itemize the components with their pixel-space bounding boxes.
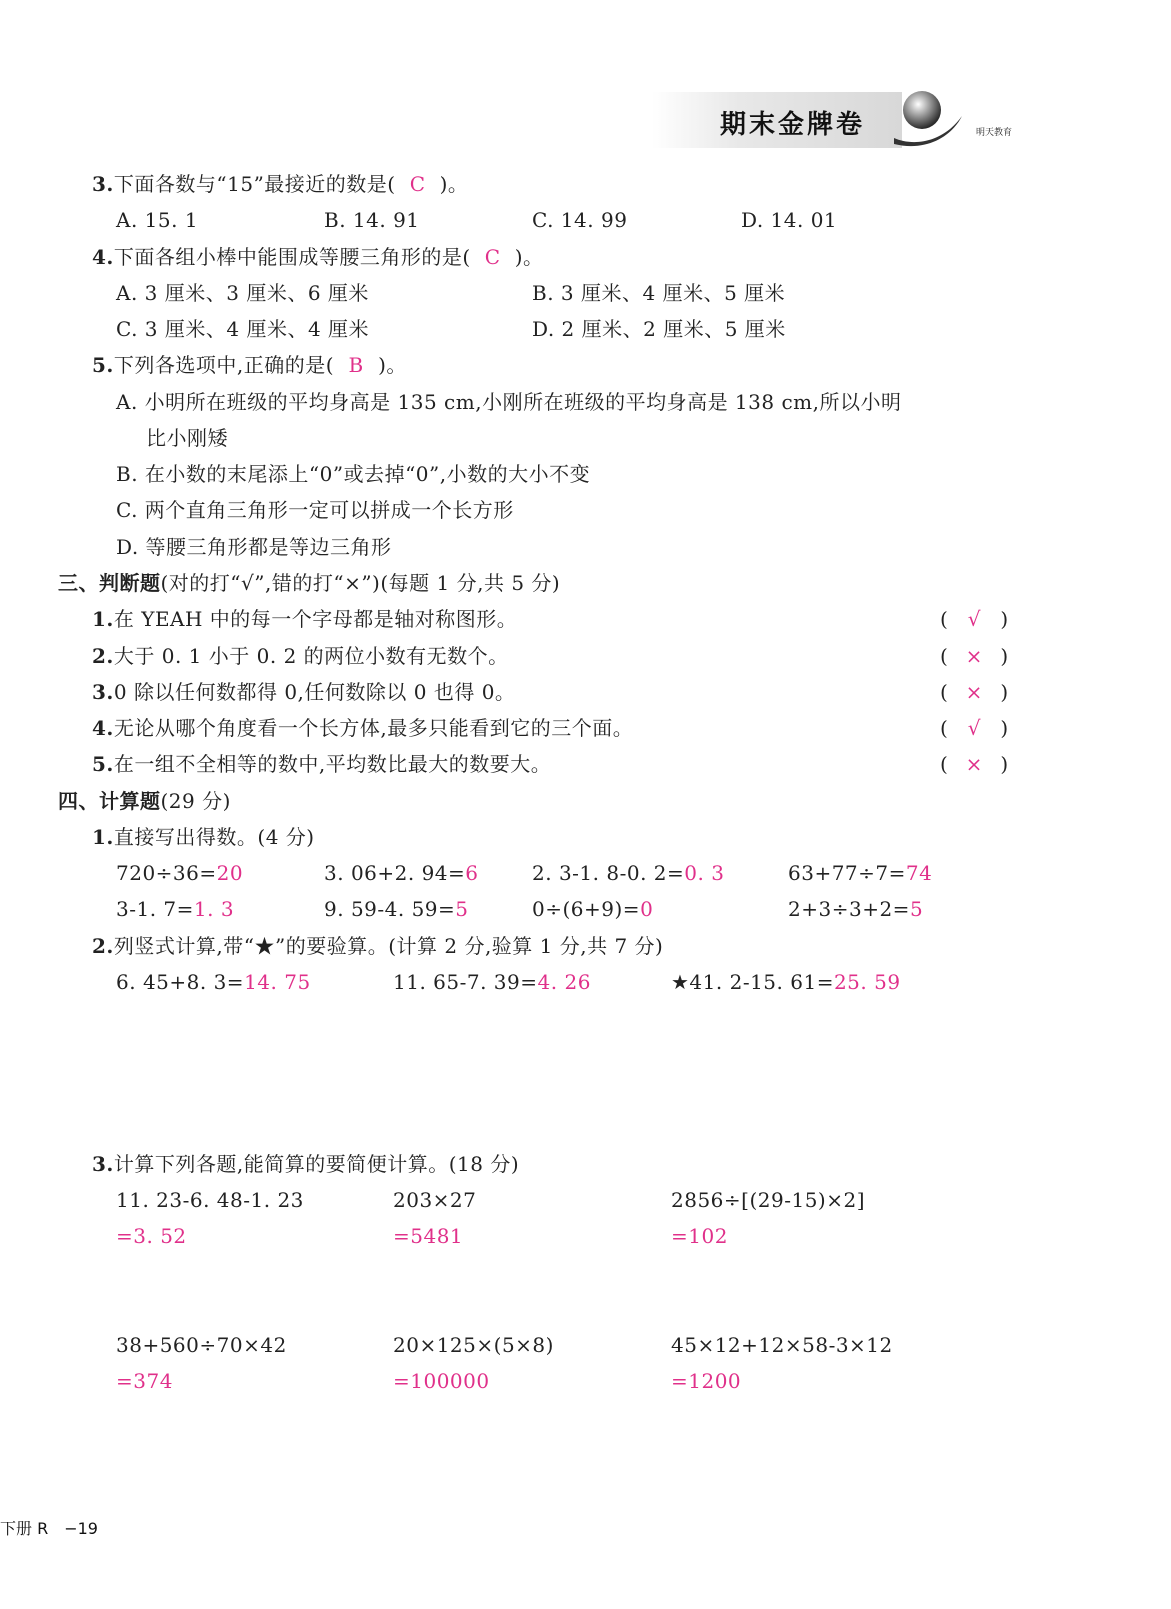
paren-open: ( — [940, 607, 949, 631]
answer: 1. 3 — [193, 897, 235, 921]
question-number: 4. — [92, 716, 114, 740]
section-title: 四、计算题 — [58, 789, 161, 813]
section-note: (对的打“√”,错的打“×”)(每题 1 分,共 5 分) — [160, 571, 561, 595]
expression: 2856÷[(29-15)×2] — [671, 1188, 866, 1212]
calc-question-1 — [92, 825, 315, 849]
expression: 3. 06+2. 94= — [324, 861, 466, 885]
expression: 720÷36= — [116, 861, 217, 885]
judge-answer-2 — [940, 644, 1009, 668]
option: D. 14. 01 — [741, 208, 838, 232]
option: A. 15. 1 — [116, 208, 199, 232]
answer: 74 — [905, 861, 933, 885]
oral-calc-item — [788, 897, 923, 921]
calc-question-3 — [92, 1152, 519, 1176]
judge-item-4 — [92, 716, 633, 740]
question-number: 2. — [92, 934, 114, 958]
question-text: 在 YEAH 中的每一个字母都是轴对称图形。 — [113, 607, 518, 631]
question-number: 2. — [92, 644, 114, 668]
question-stem: 下列各选项中,正确的是( — [113, 353, 335, 377]
publisher-mark: 明天教育 — [976, 128, 1013, 138]
expression: 9. 59-4. 59= — [324, 897, 456, 921]
paren-close: ) — [1000, 680, 1009, 704]
page-footer: 下册 R −19 — [0, 1519, 98, 1538]
answer-mark: C — [409, 172, 426, 196]
section-heading-calc — [58, 789, 231, 813]
oral-calc-item — [532, 897, 653, 921]
oral-calc-item — [324, 897, 469, 921]
answer-mark: × — [965, 644, 983, 668]
question-number: 5. — [92, 353, 114, 377]
answer-mark: C — [484, 245, 501, 269]
expression: 2+3÷3+2= — [788, 897, 910, 921]
section-heading-judge — [58, 571, 560, 595]
header-badge — [652, 82, 1012, 162]
option: A. 小明所在班级的平均身高是 135 cm,小刚所在班级的平均身高是 138 cm,所以小明 — [116, 390, 902, 414]
vertical-calc-item — [393, 970, 591, 994]
answer-mark: B — [348, 353, 364, 377]
vertical-calc-item — [116, 970, 311, 994]
option: C. 3 厘米、4 厘米、4 厘米 — [116, 317, 370, 341]
expression: 0÷(6+9)= — [532, 897, 641, 921]
expression: ★41. 2-15. 61= — [671, 970, 834, 994]
option: C. 两个直角三角形一定可以拼成一个长方形 — [116, 498, 514, 522]
answer-mark: √ — [967, 716, 981, 740]
option: C. 14. 99 — [532, 208, 628, 232]
mc-question-5 — [92, 353, 407, 377]
page-title: 期末金牌卷 — [720, 110, 866, 140]
question-stem: 下面各组小棒中能围成等腰三角形的是( — [113, 245, 471, 269]
question-number: 3. — [92, 172, 114, 196]
oral-calc-item — [116, 861, 243, 885]
question-number: 1. — [92, 825, 114, 849]
expression: 20×125×(5×8) — [393, 1333, 554, 1357]
paren-close: ) — [1000, 607, 1009, 631]
expression: 6. 45+8. 3= — [116, 970, 245, 994]
question-text: 在一组不全相等的数中,平均数比最大的数要大。 — [113, 752, 552, 776]
question-text: 无论从哪个角度看一个长方体,最多只能看到它的三个面。 — [113, 716, 634, 740]
answer: =1200 — [671, 1369, 742, 1393]
option: B. 3 厘米、4 厘米、5 厘米 — [532, 281, 786, 305]
answer: 5 — [455, 897, 469, 921]
expression: 11. 23-6. 48-1. 23 — [116, 1188, 304, 1212]
question-number: 3. — [92, 1152, 114, 1176]
answer: 20 — [216, 861, 244, 885]
paren-open: ( — [940, 752, 949, 776]
expression: 11. 65-7. 39= — [393, 970, 538, 994]
judge-answer-3 — [940, 680, 1009, 704]
answer-mark: × — [965, 680, 983, 704]
answer: 25. 59 — [833, 970, 901, 994]
paren-open: ( — [940, 644, 949, 668]
expression: 45×12+12×58-3×12 — [671, 1333, 893, 1357]
judge-answer-5 — [940, 752, 1009, 776]
option: D. 2 厘米、2 厘米、5 厘米 — [532, 317, 786, 341]
question-number: 5. — [92, 752, 114, 776]
question-number: 3. — [92, 680, 114, 704]
question-text: 0 除以任何数都得 0,任何数除以 0 也得 0。 — [113, 680, 516, 704]
mc-question-3 — [92, 172, 468, 196]
answer: 6 — [465, 861, 479, 885]
question-stem-end: )。 — [439, 172, 469, 196]
oral-calc-item — [788, 861, 932, 885]
judge-answer-4 — [940, 716, 1009, 740]
paren-open: ( — [940, 716, 949, 740]
question-text: 大于 0. 1 小于 0. 2 的两位小数有无数个。 — [113, 644, 509, 668]
vertical-calc-item — [671, 970, 901, 994]
oral-calc-item — [532, 861, 724, 885]
option: B. 在小数的末尾添上“0”或去掉“0”,小数的大小不变 — [116, 462, 591, 486]
answer: 4. 26 — [537, 970, 591, 994]
expression: 38+560÷70×42 — [116, 1333, 287, 1357]
answer: =5481 — [393, 1224, 464, 1248]
question-stem-end: )。 — [378, 353, 407, 377]
answer-mark: √ — [967, 607, 981, 631]
expression: 63+77÷7= — [788, 861, 906, 885]
expression: 203×27 — [393, 1188, 477, 1212]
expression: 2. 3-1. 8-0. 2= — [532, 861, 685, 885]
section-title: 三、判断题 — [58, 571, 161, 595]
answer: =100000 — [393, 1369, 490, 1393]
answer-mark: × — [965, 752, 983, 776]
answer: 0. 3 — [684, 861, 725, 885]
question-number: 4. — [92, 245, 114, 269]
calc-question-2 — [92, 934, 663, 958]
question-title: 列竖式计算,带“★”的要验算。(计算 2 分,验算 1 分,共 7 分) — [113, 934, 664, 958]
question-title: 直接写出得数。(4 分) — [113, 825, 315, 849]
mc-question-4 — [92, 245, 544, 269]
paren-open: ( — [940, 680, 949, 704]
judge-item-1 — [92, 607, 517, 631]
question-title: 计算下列各题,能简算的要简便计算。(18 分) — [113, 1152, 520, 1176]
paren-close: ) — [1000, 644, 1009, 668]
expression: 3-1. 7= — [116, 897, 194, 921]
answer: =374 — [116, 1369, 173, 1393]
answer: =102 — [671, 1224, 728, 1248]
section-note: (29 分) — [160, 789, 231, 813]
question-stem-end: )。 — [514, 245, 544, 269]
judge-item-3 — [92, 680, 515, 704]
judge-item-2 — [92, 644, 509, 668]
question-stem: 下面各数与“15”最接近的数是( — [113, 172, 396, 196]
judge-answer-1 — [940, 607, 1009, 631]
oral-calc-item — [324, 861, 479, 885]
paren-close: ) — [1000, 752, 1009, 776]
judge-item-5 — [92, 752, 551, 776]
globe-logo-icon — [892, 86, 982, 156]
answer: =3. 52 — [116, 1224, 187, 1248]
question-number: 1. — [92, 607, 114, 631]
option: B. 14. 91 — [324, 208, 420, 232]
option-continued: 比小刚矮 — [146, 426, 228, 450]
option: D. 等腰三角形都是等边三角形 — [116, 535, 392, 559]
option: A. 3 厘米、3 厘米、6 厘米 — [116, 281, 369, 305]
paren-close: ) — [1000, 716, 1009, 740]
answer: 14. 75 — [244, 970, 311, 994]
answer: 5 — [909, 897, 924, 921]
oral-calc-item — [116, 897, 234, 921]
answer: 0 — [640, 897, 654, 921]
